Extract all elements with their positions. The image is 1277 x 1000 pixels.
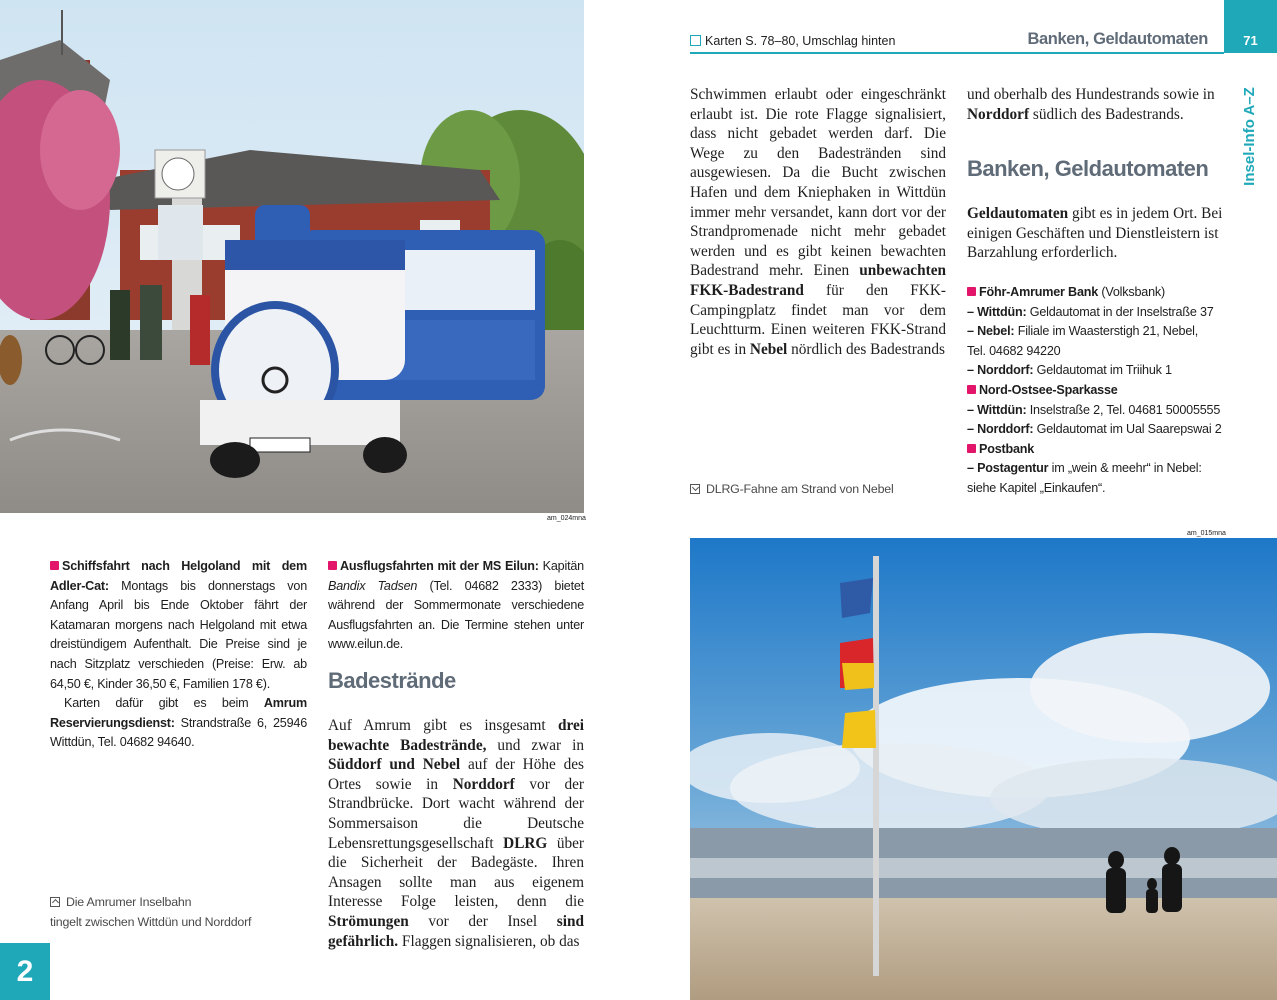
bullet-icon — [967, 385, 976, 394]
side-tab-label: Insel-Info A–Z — [1240, 86, 1258, 186]
bank-list: Föhr-Amrumer Bank (Volksbank) – Wittdün: Geldautomat in der Inselstraße 37 – Nebel: Filiale im Waasterstigh 21, Nebel, Tel. 04682 94220 – Norddorf: Geldautomat im Triihuk 1 Nord-Ostsee-Sparkasse – Wittdün: Inselstraße 2, Tel. 04681 50005555 – Norddorf: Geldautomat im Ual Saarepswai 2 Postbank – Postagentur im „wein & meehr“ in Nebel: siehe Kapitel „Einkaufen“. — [967, 283, 1227, 499]
bank-item-postbank: Postbank — [967, 440, 1227, 460]
caption-arrow-down-icon — [690, 484, 700, 494]
left-column-2 — [328, 557, 584, 655]
left-column-1 — [50, 557, 307, 753]
inselbahn-photo — [0, 0, 584, 513]
page-number-box — [1224, 0, 1277, 53]
schiffsfahrt-paragraph: Schiffsfahrt nach Helgoland mit dem Adler-Cat: Montags bis donnerstags von Anfang April bis Ende Oktober fährt der Katamaran morgens nach Helgoland mit etwa dreistündigem Aufenthalt. Die Preise sind je nach Sitzplatz verschieden (Preise: Erw. ab 64,50 €, Kinder 36,50 €, Familien 178 €). — [50, 559, 307, 691]
karten-paragraph: Karten dafür gibt es beim Amrum Reservierungsdienst: Strandstraße 6, 25946 Wittdün, Tel. 04682 94640. — [50, 696, 307, 750]
bank-item-sparkasse: Nord-Ostsee-Sparkasse — [967, 381, 1227, 401]
inselbahn-caption: Die Amrumer Inselbahn tingelt zwischen Wittdün und Norddorf — [50, 895, 252, 929]
chapter-number: 2 — [16, 954, 34, 988]
bullet-icon — [328, 561, 337, 570]
caption-arrow-up-icon — [50, 897, 60, 907]
bank-item-foehr-amrumer: Föhr-Amrumer Bank (Volksbank) — [967, 283, 1227, 303]
dlrg-caption: DLRG-Fahne am Strand von Nebel — [690, 479, 894, 499]
bullet-icon — [967, 444, 976, 453]
right-column-1: Schwimmen erlaubt oder eingeschränkt erlaubt ist. Die rote Flagge signalisiert, dass nicht gebadet werden darf. Die Wege zu den Badestränden sind ausgewiesen. Da die Bucht zwischen Hafen und dem Kniephaken in Wittdün immer mehr versandet, kann dort vor der Strandpromenade nicht mehr gebadet werden und es gibt keinen bewachten Badestrand mehr. Einen unbewachten FKK-Badestrand für den FKK-Campingplatz findet man vor dem Leuchtturm. Einen weiteren FKK-Strand gibt es in Nebel nördlich des Badestrands — [690, 86, 946, 358]
photo-credit-left: am_024mna — [547, 515, 586, 522]
bullet-icon — [50, 561, 59, 570]
geldautomaten-paragraph: Geldautomaten gibt es in jedem Ort. Bei einigen Geschäften und Dienstleistern ist Barzahlung erforderlich. — [967, 205, 1223, 262]
badestraende-heading: Badestrände — [328, 668, 456, 693]
map-reference-icon — [690, 35, 701, 46]
right-column-2-intro: und oberhalb des Hundestrands sowie in Norddorf südlich des Badestrands. — [967, 86, 1215, 123]
dlrg-flag-photo — [690, 538, 1277, 1000]
banken-heading: Banken, Geldautomaten — [967, 156, 1209, 181]
header-title: Banken, Geldautomaten — [1027, 30, 1208, 48]
ausflugsfahrten-paragraph: Ausflugsfahrten mit der MS Eilun: Kapitän Bandix Tadsen (Tel. 04682 2333) bietet während der Sommermonate verschiedene Ausflugsfahrten an. Die Termine stehen unter www.eilun.de. — [328, 559, 584, 652]
header-reference: Karten S. 78–80, Umschlag hinten — [690, 34, 895, 48]
bullet-icon — [967, 287, 976, 296]
photo-credit-right: am_015mna — [1187, 530, 1226, 537]
running-header — [690, 28, 1224, 54]
badestraende-paragraph: Auf Amrum gibt es insgesamt drei bewachte Badestrände, und zwar in Süddorf und Nebel auf der Höhe des Ortes sowie in Norddorf vor der Strandbrücke. Dort wacht während der Sommersaison die Deutsche Lebensrettungsgesellschaft DLRG über die Sicherheit der Badegäste. Ihren Ansagen sollte man aus eigenem Interesse Folge leisten, denn die Strömungen vor der Insel sind gefährlich. Flaggen signalisieren, ob das — [328, 717, 584, 950]
chapter-number-box — [0, 943, 50, 1000]
page-number: 71 — [1243, 33, 1258, 48]
